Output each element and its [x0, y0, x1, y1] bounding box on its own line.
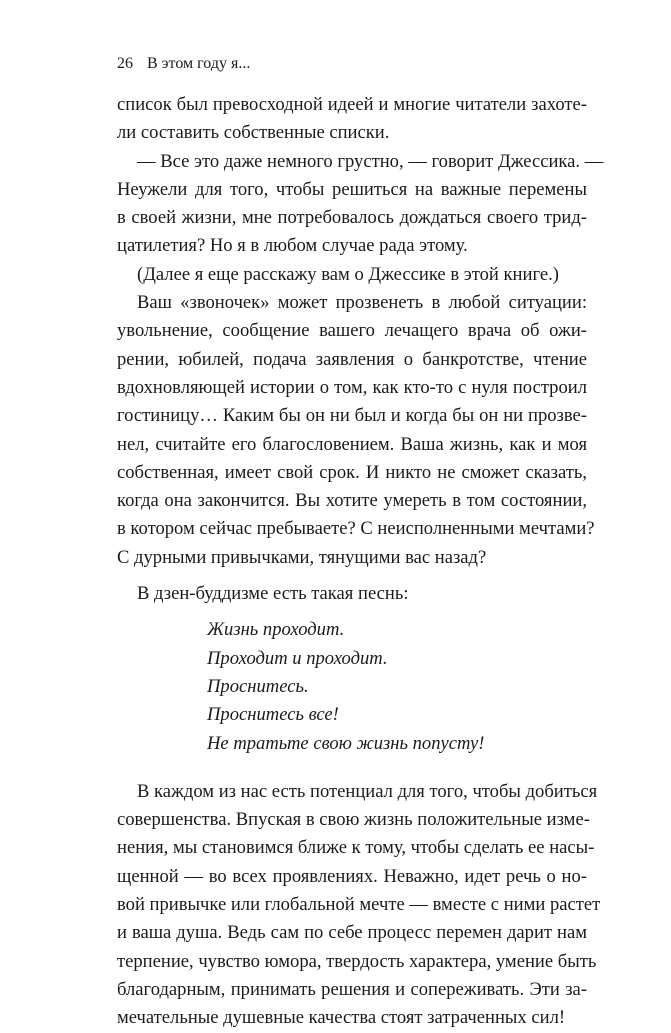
text-line: В дзен-буддизме есть такая песнь:: [137, 583, 409, 605]
text-line: вой привычке или глобальной мечте — вместе с ними растет: [117, 894, 601, 916]
spacer: [117, 608, 587, 616]
text-line: нения, мы становимся ближе к тому, чтобы сделать ее насы-: [117, 837, 595, 859]
text-line: собственная, имеет свой срок. И никто не сможет сказать,: [117, 461, 587, 483]
poem-line: Жизнь проходит.: [207, 619, 345, 641]
text-line: благодарным, принимать решения и сопереживать. Эти за-: [117, 978, 587, 1000]
paragraph-continuation: [117, 91, 587, 148]
text-line: и ваша душа. Ведь сам по себе процесс перемен дарит нам: [117, 922, 587, 944]
text-line: Ваш «звоночек» может прозвенеть в любой ситуации:: [137, 292, 587, 314]
body-text: [117, 91, 604, 1033]
paragraph-aside: [117, 261, 587, 289]
paragraph-closing: [117, 778, 601, 1033]
paragraph-poem-intro: [117, 580, 587, 608]
text-line: гостиницу… Каким бы он ни был и когда бы он ни прозве-: [117, 405, 587, 427]
text-line: когда она закончится. Вы хотите умереть в том состоянии,: [117, 490, 587, 512]
text-line: рении, юбилей, подача заявления о банкротстве, чтение: [117, 348, 587, 370]
text-line: В каждом из нас есть потенциал для того, чтобы добиться: [137, 780, 598, 802]
text-line: в котором сейчас пребываете? С неисполненными мечтами?: [117, 518, 595, 540]
running-head: [117, 54, 250, 74]
text-line: нел, считайте его благословением. Ваша жизнь, как и моя: [117, 433, 587, 455]
poem-line: Проснитесь все!: [207, 704, 339, 726]
text-line: мечательные душевные качества стоят затраченных сил!: [117, 1007, 566, 1029]
text-line: цатилетия? Но я в любом случае рада этому.: [117, 235, 468, 257]
text-line: С дурными привычками, тянущими вас назад?: [117, 546, 487, 568]
poem: [117, 616, 587, 757]
page-number: 26: [117, 55, 133, 72]
text-line: ли составить собственные списки.: [117, 122, 390, 144]
poem-line: Не тратьте свою жизнь попусту!: [207, 732, 485, 754]
spacer: [117, 758, 587, 778]
text-line: список был превосходной идеей и многие читатели захоте-: [117, 94, 587, 115]
running-head-title: В этом году я...: [147, 55, 251, 72]
text-line: (Далее я еще расскажу вам о Джессике в этой книге.): [137, 263, 559, 285]
spacer: [117, 572, 587, 580]
text-line: терпение, чувство юмора, твердость характера, умение быть: [117, 950, 597, 972]
poem-line: Проходит и проходит.: [207, 647, 388, 669]
text-line: — Все это даже немного грустно, — говорит Джессика. —: [137, 150, 604, 172]
text-line: вдохновляющей истории о том, как кто-то с нуля построил: [117, 376, 587, 398]
paragraph-dialogue: [117, 148, 604, 261]
text-line: совершенства. Впуская в свою жизнь положительные изме-: [117, 809, 590, 831]
poem-line: Проснитесь.: [207, 675, 309, 697]
paragraph: [117, 289, 595, 572]
text-line: увольнение, сообщение вашего лечащего врача об ожи-: [117, 320, 587, 342]
text-line: Неужели для того, чтобы решиться на важные перемены: [117, 178, 587, 200]
text-line: в своей жизни, мне потребовалось дождаться своего трид-: [117, 207, 587, 229]
text-line: щенной — во всех проявлениях. Неважно, идет речь о но-: [117, 865, 587, 887]
